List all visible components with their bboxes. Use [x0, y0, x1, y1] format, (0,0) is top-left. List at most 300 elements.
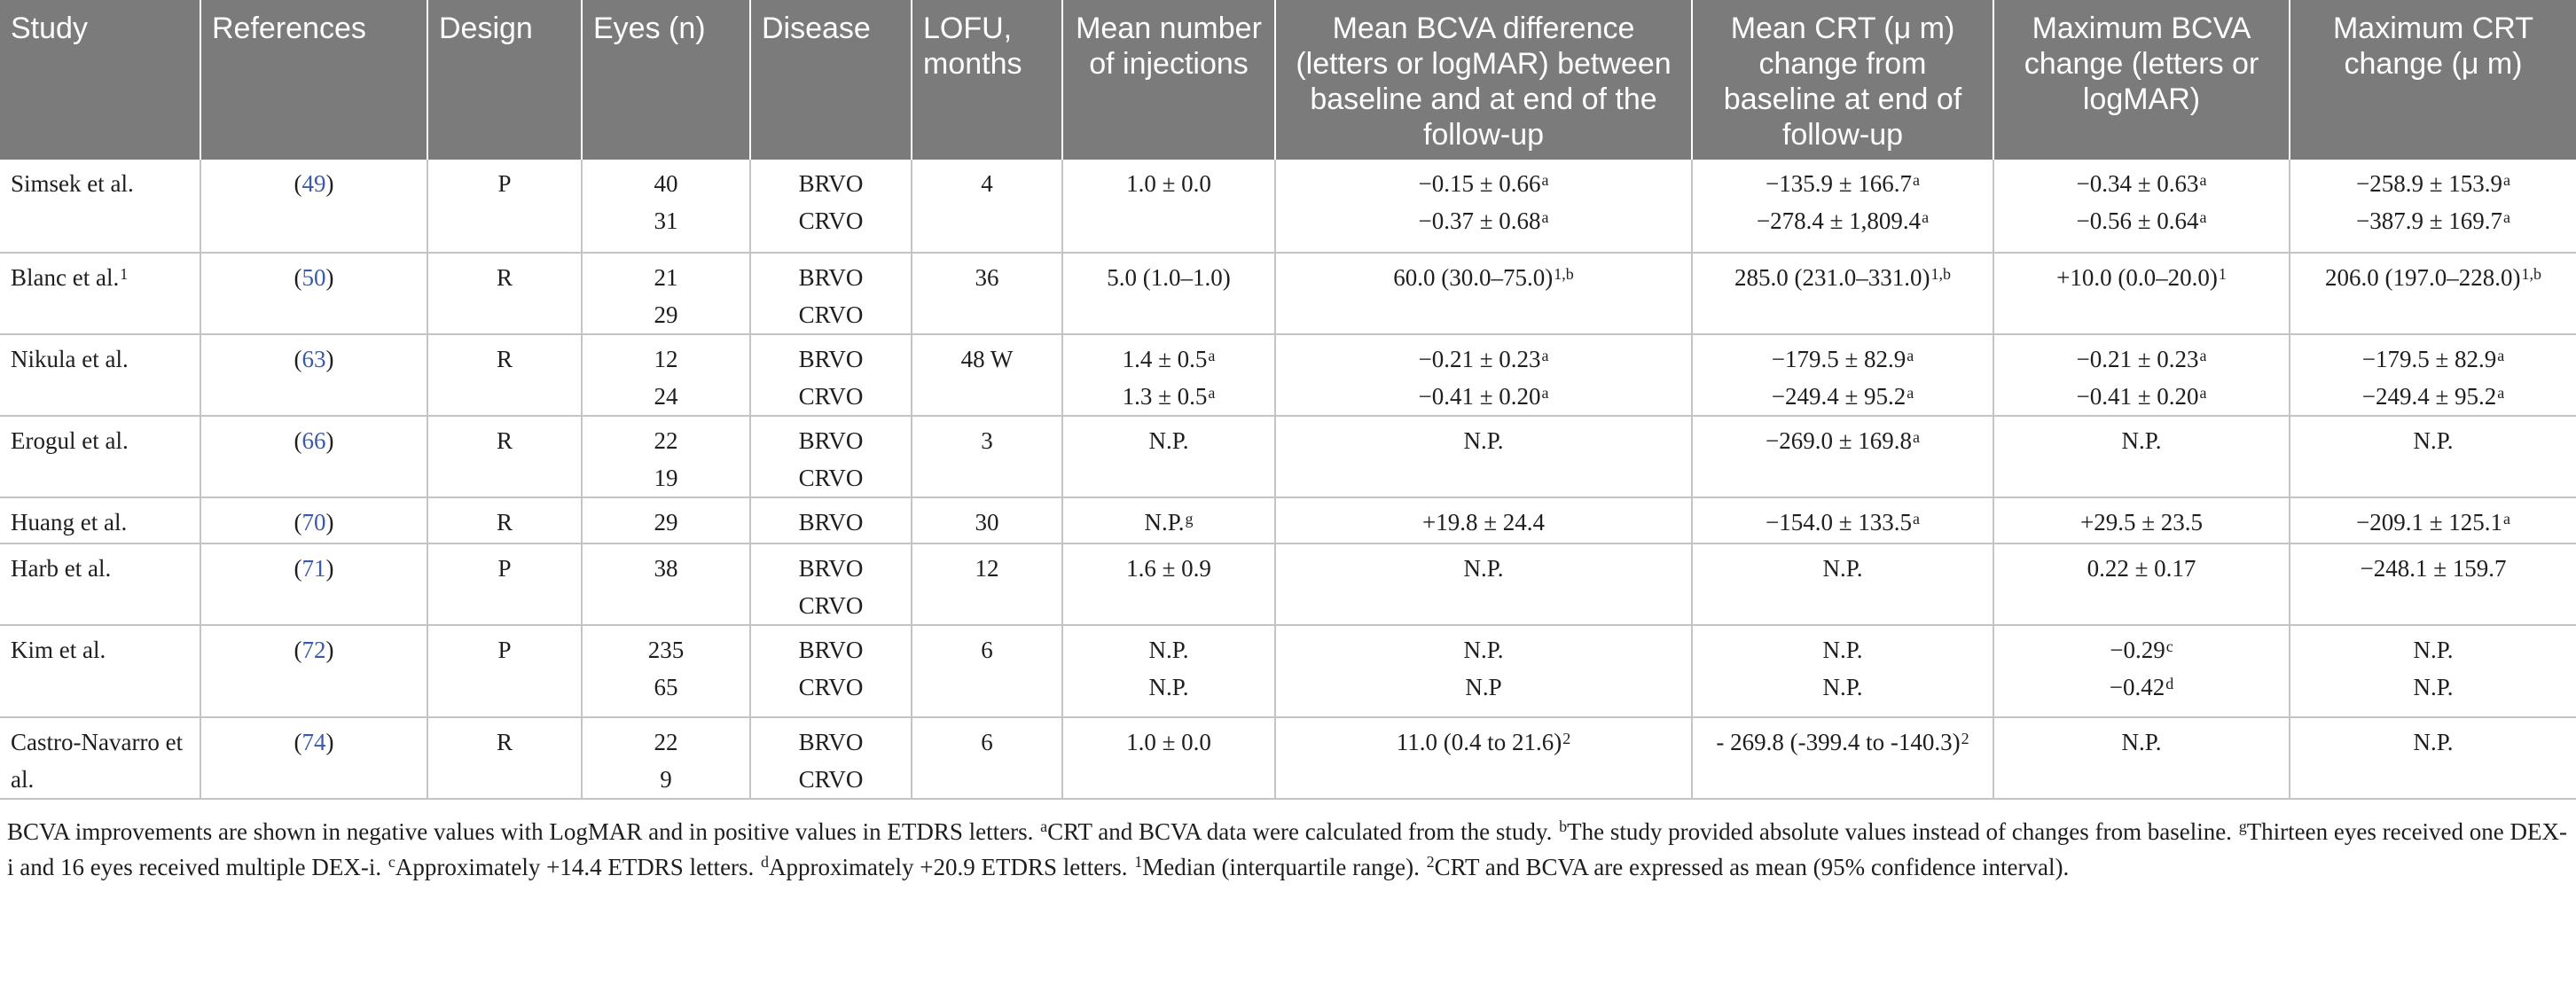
injections-text: N.P.	[1148, 427, 1189, 454]
footnote-text: CRT and BCVA are expressed as mean (95% confidence interval).	[1434, 854, 2070, 880]
design-cell: R	[427, 497, 582, 543]
injections-value	[1069, 723, 1269, 761]
injections-cell	[1062, 416, 1275, 497]
injections-text: 1.3 ± 0.5	[1122, 383, 1208, 410]
bcva-difference-text: N.P.	[1463, 427, 1504, 454]
max-crt-value	[2296, 202, 2571, 239]
bcva-difference-text: −0.15 ± 0.66	[1418, 170, 1541, 197]
lofu-cell: 4	[912, 160, 1062, 253]
study-name: Castro-Navarro et al.	[11, 729, 184, 793]
table-row	[0, 497, 2576, 543]
reference-link[interactable]: 50	[301, 264, 326, 291]
max-crt-text: −179.5 ± 82.9	[2361, 346, 2497, 372]
bcva-difference-cell	[1275, 625, 1692, 717]
disease-value: CRVO	[798, 301, 864, 328]
injections-text: 1.6 ± 0.9	[1126, 555, 1211, 582]
max-bcva-text: −0.56 ± 0.64	[2076, 207, 2199, 234]
footnote-marker: 1,b	[1554, 265, 1574, 283]
reference-cell: (70)	[200, 497, 427, 543]
injections-cell	[1062, 543, 1275, 625]
footnote-text: Median (interquartile range).	[1142, 854, 1426, 880]
max-bcva-cell	[1993, 497, 2290, 543]
max-bcva-cell	[1993, 253, 2290, 334]
footnote-marker: 1,b	[1930, 265, 1951, 283]
study-name: Kim et al.	[11, 637, 106, 663]
header-lofu: LOFU, months	[912, 0, 1062, 160]
study-cell	[0, 625, 200, 717]
crt-change-value	[1698, 550, 1987, 587]
footnote-marker: a	[2199, 171, 2207, 189]
crt-change-cell	[1692, 717, 1993, 799]
lofu-cell: 6	[912, 625, 1062, 717]
max-bcva-value	[2000, 669, 2283, 706]
bcva-difference-text: −0.37 ± 0.68	[1418, 207, 1541, 234]
lofu-cell: 30	[912, 497, 1062, 543]
crt-change-text: 285.0 (231.0–331.0)	[1734, 264, 1930, 291]
design-cell: R	[427, 416, 582, 497]
max-bcva-value	[2000, 723, 2283, 761]
reference-link[interactable]: 72	[301, 637, 326, 663]
header-mean-injections: Mean number of injections	[1062, 0, 1275, 160]
eyes-cell	[582, 253, 750, 334]
crt-change-text: −179.5 ± 82.9	[1771, 346, 1907, 372]
bcva-difference-value	[1281, 378, 1686, 415]
disease-value: CRVO	[798, 465, 864, 491]
max-bcva-text: N.P.	[2121, 427, 2162, 454]
lofu-cell: 12	[912, 543, 1062, 625]
eyes-value: 9	[660, 766, 672, 793]
footnote-marker: a	[2497, 347, 2505, 364]
footnote-marker: a	[1040, 817, 1048, 835]
lofu-cell: 36	[912, 253, 1062, 334]
bcva-difference-cell	[1275, 334, 1692, 416]
eyes-value: 22	[654, 729, 678, 755]
footnote-marker: a	[2503, 208, 2511, 226]
injections-text: N.P.	[1144, 509, 1185, 536]
footnote-marker: a	[1541, 384, 1549, 402]
max-bcva-cell	[1993, 416, 2290, 497]
bcva-difference-text: N.P.	[1463, 555, 1504, 582]
max-crt-text: N.P.	[2413, 637, 2454, 663]
header-design: Design	[427, 0, 582, 160]
bcva-difference-value	[1281, 669, 1686, 706]
injections-cell	[1062, 160, 1275, 253]
eyes-value: 31	[654, 207, 678, 234]
injections-value	[1069, 669, 1269, 706]
disease-value: BRVO	[798, 264, 864, 291]
max-bcva-text: −0.41 ± 0.20	[2076, 383, 2199, 410]
injections-text: N.P.	[1148, 674, 1189, 700]
footnote-marker: a	[1907, 347, 1914, 364]
max-crt-text: −209.1 ± 125.1	[2355, 509, 2503, 536]
footnote-marker: c	[388, 853, 395, 871]
design-cell: R	[427, 717, 582, 799]
footnote-marker: a	[1208, 347, 1216, 364]
eyes-cell	[582, 334, 750, 416]
eyes-value: 40	[654, 170, 678, 197]
max-bcva-value	[2000, 550, 2283, 587]
reference-link[interactable]: 74	[301, 729, 326, 755]
disease-cell	[750, 497, 912, 543]
eyes-value: 24	[654, 383, 678, 410]
disease-value: BRVO	[798, 170, 864, 197]
bcva-difference-value	[1281, 165, 1686, 202]
lofu-cell: 48 W	[912, 334, 1062, 416]
design-cell: P	[427, 543, 582, 625]
crt-change-text: −269.0 ± 169.8	[1765, 427, 1913, 454]
header-study: Study	[0, 0, 200, 160]
max-bcva-value	[2000, 378, 2283, 415]
table-footnote	[0, 800, 2576, 885]
max-bcva-text: −0.34 ± 0.63	[2076, 170, 2199, 197]
injections-value	[1069, 340, 1269, 378]
bcva-difference-cell	[1275, 160, 1692, 253]
footnote-marker: 1	[2218, 265, 2227, 283]
study-cell	[0, 253, 200, 334]
crt-change-value	[1698, 165, 1987, 202]
max-crt-value	[2296, 504, 2571, 541]
injections-text: 1.4 ± 0.5	[1122, 346, 1208, 372]
max-crt-text: −248.1 ± 159.7	[2360, 555, 2507, 582]
max-crt-text: N.P.	[2413, 674, 2454, 700]
bcva-difference-text: 11.0 (0.4 to 21.6)	[1396, 729, 1562, 755]
footnote-text: Approximately +14.4 ETDRS letters.	[395, 854, 761, 880]
crt-change-cell	[1692, 160, 1993, 253]
max-bcva-cell	[1993, 543, 2290, 625]
bcva-difference-value	[1281, 504, 1686, 541]
injections-cell	[1062, 625, 1275, 717]
bcva-difference-value	[1281, 340, 1686, 378]
bcva-difference-value	[1281, 202, 1686, 239]
crt-change-value	[1698, 723, 1987, 761]
study-name: Huang et al.	[11, 509, 128, 536]
disease-cell	[750, 253, 912, 334]
disease-cell	[750, 334, 912, 416]
bcva-difference-value	[1281, 422, 1686, 459]
crt-change-cell	[1692, 334, 1993, 416]
footnote-marker: a	[1922, 208, 1930, 226]
bcva-difference-cell	[1275, 416, 1692, 497]
disease-value: BRVO	[798, 637, 864, 663]
crt-change-value	[1698, 631, 1987, 669]
bcva-difference-text: N.P	[1465, 674, 1502, 700]
crt-change-value	[1698, 378, 1987, 415]
lofu-cell: 6	[912, 717, 1062, 799]
disease-cell	[750, 625, 912, 717]
study-cell	[0, 160, 200, 253]
max-bcva-value	[2000, 202, 2283, 239]
disease-value: CRVO	[798, 766, 864, 793]
disease-value: BRVO	[798, 509, 864, 536]
disease-value: BRVO	[798, 555, 864, 582]
footnote-marker: a	[1208, 384, 1216, 402]
max-crt-value	[2296, 550, 2571, 587]
max-bcva-text: −0.21 ± 0.23	[2076, 346, 2199, 372]
footnote-marker: a	[1541, 347, 1549, 364]
footnote-marker: 1	[1134, 853, 1143, 871]
crt-change-value	[1698, 669, 1987, 706]
eyes-value: 19	[654, 465, 678, 491]
footnote-marker: a	[2503, 510, 2511, 528]
footnote-marker: d	[761, 853, 770, 871]
footnote-marker: b	[1559, 817, 1568, 835]
footnote-marker: a	[1541, 171, 1549, 189]
header-max-crt-change: Maximum CRT change (μ m)	[2290, 0, 2576, 160]
bcva-difference-text: N.P.	[1463, 637, 1504, 663]
header-mean-bcva-difference: Mean BCVA difference (letters or logMAR) between baseline and at end of the follow-up	[1275, 0, 1692, 160]
footnote-text: The study provided absolute values instead of changes from baseline.	[1567, 818, 2238, 845]
max-bcva-cell	[1993, 334, 2290, 416]
eyes-value: 29	[654, 509, 678, 536]
reference-link[interactable]: 49	[301, 170, 326, 197]
footnote-marker: 2	[1562, 730, 1571, 747]
bcva-difference-cell	[1275, 543, 1692, 625]
max-crt-value	[2296, 669, 2571, 706]
max-crt-text: −387.9 ± 169.7	[2355, 207, 2503, 234]
disease-value: CRVO	[798, 383, 864, 410]
disease-cell	[750, 160, 912, 253]
study-cell	[0, 416, 200, 497]
max-bcva-value	[2000, 165, 2283, 202]
eyes-cell	[582, 497, 750, 543]
bcva-difference-text: 60.0 (30.0–75.0)	[1393, 264, 1554, 291]
bcva-difference-value	[1281, 631, 1686, 669]
study-cell	[0, 497, 200, 543]
reference-link[interactable]: 70	[301, 509, 326, 536]
injections-cell	[1062, 334, 1275, 416]
crt-change-text: −278.4 ± 1,809.4	[1756, 207, 1922, 234]
table-row	[0, 416, 2576, 497]
bcva-difference-cell	[1275, 717, 1692, 799]
max-bcva-text: −0.42	[2109, 674, 2165, 700]
reference-cell: (66)	[200, 416, 427, 497]
eyes-cell	[582, 160, 750, 253]
study-cell	[0, 543, 200, 625]
crt-change-text: N.P.	[1822, 555, 1863, 582]
disease-value: CRVO	[798, 207, 864, 234]
study-name: Harb et al.	[11, 555, 112, 582]
crt-change-value	[1698, 259, 1987, 296]
reference-cell: (49)	[200, 160, 427, 253]
crt-change-text: N.P.	[1822, 637, 1863, 663]
max-bcva-cell	[1993, 717, 2290, 799]
footnote-marker: a	[1913, 428, 1921, 446]
table-row	[0, 253, 2576, 334]
bcva-difference-value	[1281, 550, 1686, 587]
lofu-cell: 3	[912, 416, 1062, 497]
crt-change-cell	[1692, 625, 1993, 717]
injections-cell	[1062, 717, 1275, 799]
crt-change-value	[1698, 422, 1987, 459]
max-crt-value	[2296, 631, 2571, 669]
injections-value	[1069, 504, 1269, 541]
crt-change-cell	[1692, 416, 1993, 497]
bcva-difference-cell	[1275, 253, 1692, 334]
max-crt-value	[2296, 340, 2571, 378]
crt-change-cell	[1692, 497, 1993, 543]
header-eyes: Eyes (n)	[582, 0, 750, 160]
footnote-marker: 1,b	[2521, 265, 2541, 283]
footnote-marker: a	[2199, 347, 2207, 364]
crt-change-text: −154.0 ± 133.5	[1765, 509, 1913, 536]
injections-text: 5.0 (1.0–1.0)	[1107, 264, 1231, 291]
max-bcva-value	[2000, 340, 2283, 378]
max-crt-cell	[2290, 625, 2576, 717]
footnote-marker: a	[2199, 384, 2207, 402]
study-name: Nikula et al.	[11, 346, 129, 372]
max-crt-text: N.P.	[2413, 729, 2454, 755]
eyes-value: 21	[654, 264, 678, 291]
max-crt-cell	[2290, 717, 2576, 799]
max-crt-text: −258.9 ± 153.9	[2355, 170, 2503, 197]
max-bcva-text: +29.5 ± 23.5	[2079, 509, 2204, 536]
eyes-cell	[582, 625, 750, 717]
max-crt-text: N.P.	[2413, 427, 2454, 454]
max-crt-value	[2296, 422, 2571, 459]
bcva-difference-text: −0.21 ± 0.23	[1418, 346, 1541, 372]
crt-change-text: −249.4 ± 95.2	[1771, 383, 1907, 410]
table-body	[0, 160, 2576, 799]
table-row	[0, 543, 2576, 625]
header-mean-crt-change: Mean CRT (μ m) change from baseline at end of follow-up	[1692, 0, 1993, 160]
crt-change-value	[1698, 202, 1987, 239]
reference-link[interactable]: 71	[301, 555, 326, 582]
bcva-difference-text: −0.41 ± 0.20	[1418, 383, 1541, 410]
footnote-marker: a	[1913, 171, 1921, 189]
table-row	[0, 625, 2576, 717]
max-crt-cell	[2290, 160, 2576, 253]
bcva-difference-text: +19.8 ± 24.4	[1421, 509, 1546, 536]
eyes-value: 235	[647, 637, 685, 663]
eyes-cell	[582, 717, 750, 799]
injections-value	[1069, 631, 1269, 669]
injections-text: N.P.	[1148, 637, 1189, 663]
max-bcva-value	[2000, 422, 2283, 459]
bcva-difference-value	[1281, 723, 1686, 761]
footnote-marker: d	[2165, 675, 2174, 692]
eyes-value: 38	[654, 555, 678, 582]
max-bcva-value	[2000, 631, 2283, 669]
footnote-marker: c	[2165, 637, 2173, 655]
table-row	[0, 334, 2576, 416]
max-bcva-text: 0.22 ± 0.17	[2087, 555, 2196, 582]
bcva-difference-value	[1281, 259, 1686, 296]
table-row	[0, 160, 2576, 253]
study-cell	[0, 717, 200, 799]
max-crt-text: −249.4 ± 95.2	[2361, 383, 2497, 410]
eyes-value: 12	[654, 346, 678, 372]
design-cell: P	[427, 160, 582, 253]
max-crt-text: 206.0 (197.0–228.0)	[2325, 264, 2521, 291]
injections-cell	[1062, 253, 1275, 334]
study-name: Blanc et al.	[11, 264, 120, 291]
footnote-text: BCVA improvements are shown in negative values with LogMAR and in positive values in ETDRS letters.	[7, 818, 1040, 845]
eyes-cell	[582, 543, 750, 625]
design-cell: R	[427, 334, 582, 416]
eyes-cell	[582, 416, 750, 497]
max-crt-value	[2296, 378, 2571, 415]
max-bcva-text: +10.0 (0.0–20.0)	[2056, 264, 2218, 291]
eyes-value: 65	[654, 674, 678, 700]
crt-change-cell	[1692, 253, 1993, 334]
footnote-text: CRT and BCVA data were calculated from the study.	[1047, 818, 1559, 845]
max-bcva-text: −0.29	[2110, 637, 2165, 663]
max-bcva-text: N.P.	[2121, 729, 2162, 755]
footnote-marker: 1	[120, 265, 129, 283]
footnote-marker: 2	[1426, 853, 1435, 871]
crt-change-cell	[1692, 543, 1993, 625]
reference-cell: (50)	[200, 253, 427, 334]
footnote-marker: a	[1907, 384, 1914, 402]
design-cell: R	[427, 253, 582, 334]
disease-cell	[750, 416, 912, 497]
reference-link[interactable]: 66	[301, 427, 326, 454]
crt-change-value	[1698, 504, 1987, 541]
disease-value: BRVO	[798, 427, 864, 454]
injections-value	[1069, 422, 1269, 459]
injections-value	[1069, 550, 1269, 587]
footnote-marker: a	[2199, 208, 2207, 226]
reference-cell: (72)	[200, 625, 427, 717]
bcva-difference-cell	[1275, 497, 1692, 543]
study-name: Simsek et al.	[11, 170, 134, 197]
disease-value: CRVO	[798, 674, 864, 700]
disease-value: CRVO	[798, 592, 864, 619]
reference-cell: (63)	[200, 334, 427, 416]
max-crt-value	[2296, 259, 2571, 296]
max-bcva-cell	[1993, 625, 2290, 717]
crt-change-text: - 269.8 (-399.4 to -140.3)	[1716, 729, 1961, 755]
eyes-value: 22	[654, 427, 678, 454]
max-bcva-value	[2000, 504, 2283, 541]
injections-value	[1069, 259, 1269, 296]
footnote-marker: g	[1185, 510, 1194, 528]
footnote-text: Approximately +20.9 ETDRS letters.	[769, 854, 1134, 880]
footnote-marker: a	[2497, 384, 2505, 402]
reference-cell: (74)	[200, 717, 427, 799]
disease-value: BRVO	[798, 729, 864, 755]
crt-change-value	[1698, 340, 1987, 378]
table-row	[0, 717, 2576, 799]
max-crt-value	[2296, 165, 2571, 202]
max-bcva-cell	[1993, 160, 2290, 253]
max-crt-value	[2296, 723, 2571, 761]
max-bcva-value	[2000, 259, 2283, 296]
injections-value	[1069, 378, 1269, 415]
footnote-text: Thirteen eyes received one DEX-i and 16 eyes received multiple DEX-i.	[7, 818, 2568, 880]
footnote-marker: 2	[1961, 730, 1969, 747]
max-crt-cell	[2290, 416, 2576, 497]
reference-cell: (71)	[200, 543, 427, 625]
crt-change-text: −135.9 ± 166.7	[1765, 170, 1913, 197]
footnote-marker: g	[2238, 817, 2247, 835]
footnote-marker: a	[1541, 208, 1549, 226]
design-cell: P	[427, 625, 582, 717]
reference-link[interactable]: 63	[301, 346, 326, 372]
max-crt-cell	[2290, 543, 2576, 625]
study-name: Erogul et al.	[11, 427, 129, 454]
crt-change-text: N.P.	[1822, 674, 1863, 700]
footnote-marker: a	[2503, 171, 2511, 189]
injections-text: 1.0 ± 0.0	[1126, 170, 1211, 197]
header-disease: Disease	[750, 0, 912, 160]
study-cell	[0, 334, 200, 416]
header-max-bcva-change: Maximum BCVA change (letters or logMAR)	[1993, 0, 2290, 160]
eyes-value: 29	[654, 301, 678, 328]
footnote-marker: a	[1913, 510, 1921, 528]
max-crt-cell	[2290, 497, 2576, 543]
disease-cell	[750, 717, 912, 799]
